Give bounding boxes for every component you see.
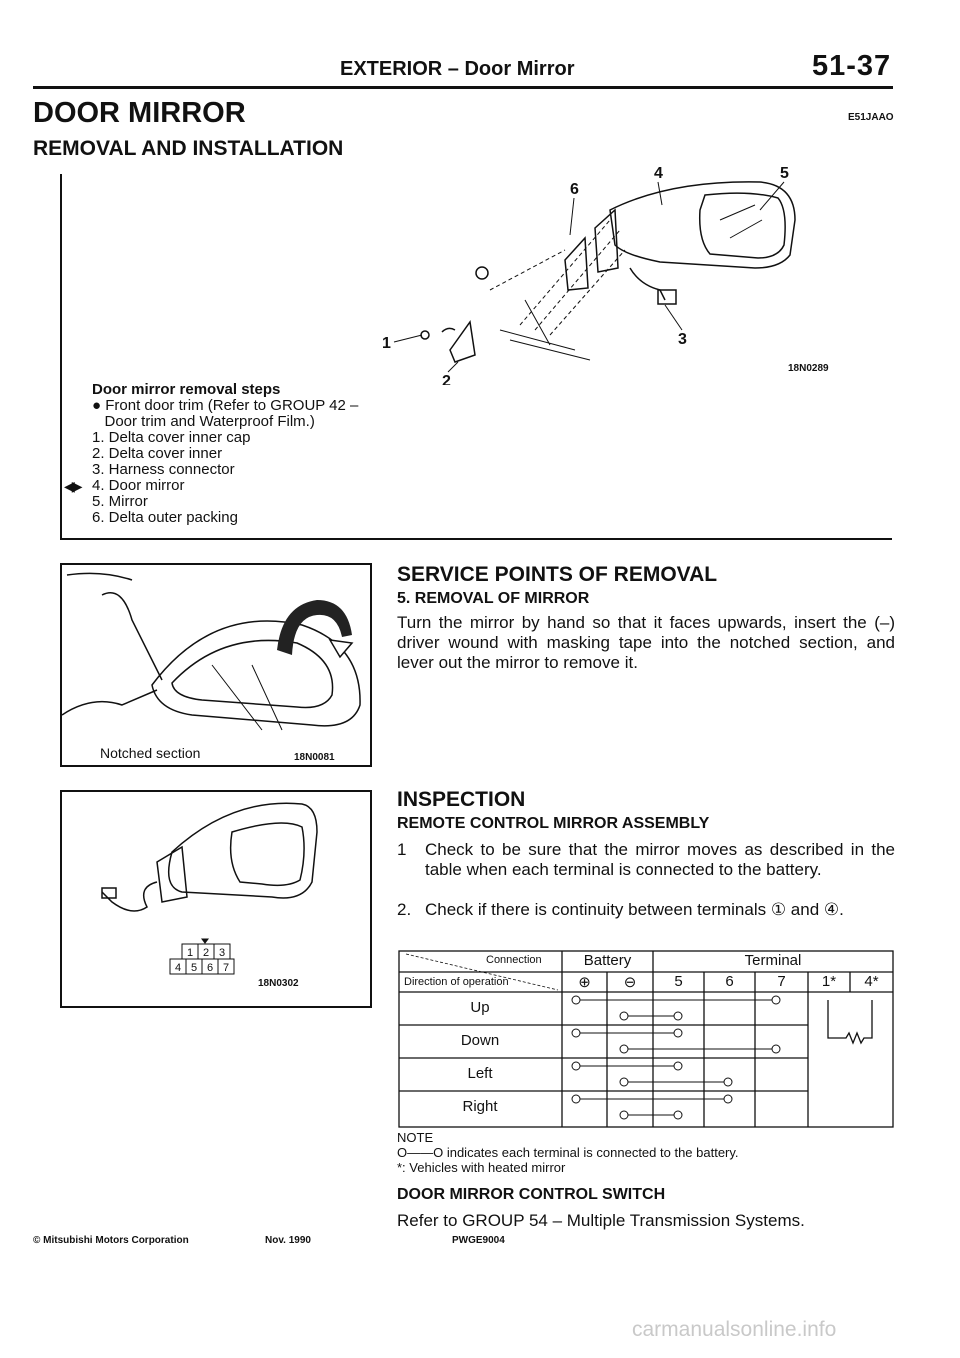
- table-col-minus: ⊖: [623, 974, 637, 991]
- removal-step: 3. Harness connector: [92, 461, 235, 478]
- callout-1: 1: [382, 335, 391, 352]
- pin-1: 1: [187, 947, 194, 959]
- pin-3: 3: [219, 947, 226, 959]
- document-subtitle: REMOVAL AND INSTALLATION: [33, 137, 344, 160]
- inspection-title: INSPECTION: [397, 788, 526, 811]
- footer-code: PWGE9004: [452, 1235, 505, 1246]
- removal-steps-title: Door mirror removal steps: [92, 381, 281, 398]
- figure2-frame: [60, 563, 372, 767]
- door-mirror-exploded-illustration: [360, 150, 880, 385]
- inspection-item-text: Check if there is continuity between terminals ① and ④.: [425, 900, 844, 919]
- table-col-7: 7: [777, 973, 786, 990]
- footer-copyright: © Mitsubishi Motors Corporation: [33, 1235, 189, 1246]
- inspection-item-number: 1: [397, 840, 407, 859]
- notched-section-label: Notched section: [100, 745, 201, 761]
- watermark: carmanualsonline.info: [632, 1318, 837, 1341]
- table-corner-connection: Connection: [486, 954, 542, 966]
- service-points-title: SERVICE POINTS OF REMOVAL: [397, 563, 718, 586]
- note-title: NOTE: [397, 1130, 434, 1145]
- document-title: DOOR MIRROR: [33, 97, 246, 129]
- table-corner-direction: Direction of operation: [404, 976, 509, 988]
- removal-step: 1. Delta cover inner cap: [92, 429, 251, 446]
- table-col-5: 5: [674, 973, 683, 990]
- terminal-table: [398, 950, 894, 1128]
- callout-3: 3: [678, 331, 687, 348]
- table-col-1star: 1*: [821, 973, 837, 990]
- removal-step: 2. Delta cover inner: [92, 445, 223, 462]
- pin-5: 5: [191, 962, 198, 974]
- inspection-item-text: Check to be sure that the mirror moves as described in the table when each terminal is connected to the battery.: [425, 840, 895, 879]
- removal-steps: [92, 382, 358, 526]
- inspection-subtitle: REMOTE CONTROL MIRROR ASSEMBLY: [397, 815, 710, 832]
- header-title: EXTERIOR – Door Mirror: [340, 58, 575, 80]
- callout-4: 4: [654, 165, 663, 182]
- figure3-code: 18N0302: [258, 978, 299, 989]
- section-frame-bottom: [60, 538, 892, 540]
- table-row-right: Right: [462, 1098, 498, 1115]
- document-code: E51JAAO: [848, 112, 894, 123]
- control-switch-text: Refer to GROUP 54 – Multiple Transmission Systems.: [397, 1211, 805, 1230]
- inspection-item-number: 2.: [397, 900, 412, 919]
- removal-step: 4. Door mirror: [92, 477, 185, 494]
- figure1-code: 18N0289: [788, 363, 829, 374]
- figure3-frame: [60, 790, 372, 1008]
- removal-step: 5. Mirror: [92, 493, 148, 510]
- footer-date: Nov. 1990: [265, 1235, 311, 1246]
- table-col-6: 6: [725, 973, 734, 990]
- service-points-text: Turn the mirror by hand so that it faces upwards, insert the (–) driver wound with masking tape into the notched section, and lever out the mirror to remove it.: [397, 613, 895, 672]
- control-switch-title: DOOR MIRROR CONTROL SWITCH: [397, 1186, 666, 1203]
- table-group-terminal: Terminal: [744, 952, 802, 969]
- service-point-marker: ◀▶: [64, 478, 80, 494]
- pin-6: 6: [207, 962, 214, 974]
- callout-6: 6: [570, 181, 579, 198]
- table-row-down: Down: [460, 1032, 500, 1049]
- mirror-connector-illustration: [62, 792, 370, 1006]
- removal-step: ● Front door trim (Refer to GROUP 42 –: [92, 397, 359, 414]
- header-rule: [33, 86, 893, 89]
- removal-step: 6. Delta outer packing: [92, 509, 238, 526]
- table-group-battery: Battery: [583, 952, 632, 969]
- pin-2: 2: [203, 947, 210, 959]
- callout-5: 5: [780, 165, 789, 182]
- page-number: 51-37: [812, 50, 892, 82]
- note-line: O——O indicates each terminal is connected to the battery.: [397, 1145, 739, 1160]
- callout-2: 2: [442, 373, 451, 385]
- mirror-removal-illustration: [62, 565, 370, 765]
- pin-7: 7: [223, 962, 230, 974]
- table-row-left: Left: [467, 1065, 493, 1082]
- removal-step: Door trim and Waterproof Film.): [92, 413, 315, 430]
- section-frame-left: [60, 174, 62, 540]
- pin-4: 4: [175, 962, 182, 974]
- figure2-code: 18N0081: [294, 752, 335, 763]
- service-points-subtitle: 5. REMOVAL OF MIRROR: [397, 590, 590, 607]
- table-row-up: Up: [470, 999, 490, 1016]
- table-col-plus: ⊕: [578, 974, 591, 991]
- table-col-4star: 4*: [864, 973, 879, 990]
- note-line: *: Vehicles with heated mirror: [397, 1160, 566, 1175]
